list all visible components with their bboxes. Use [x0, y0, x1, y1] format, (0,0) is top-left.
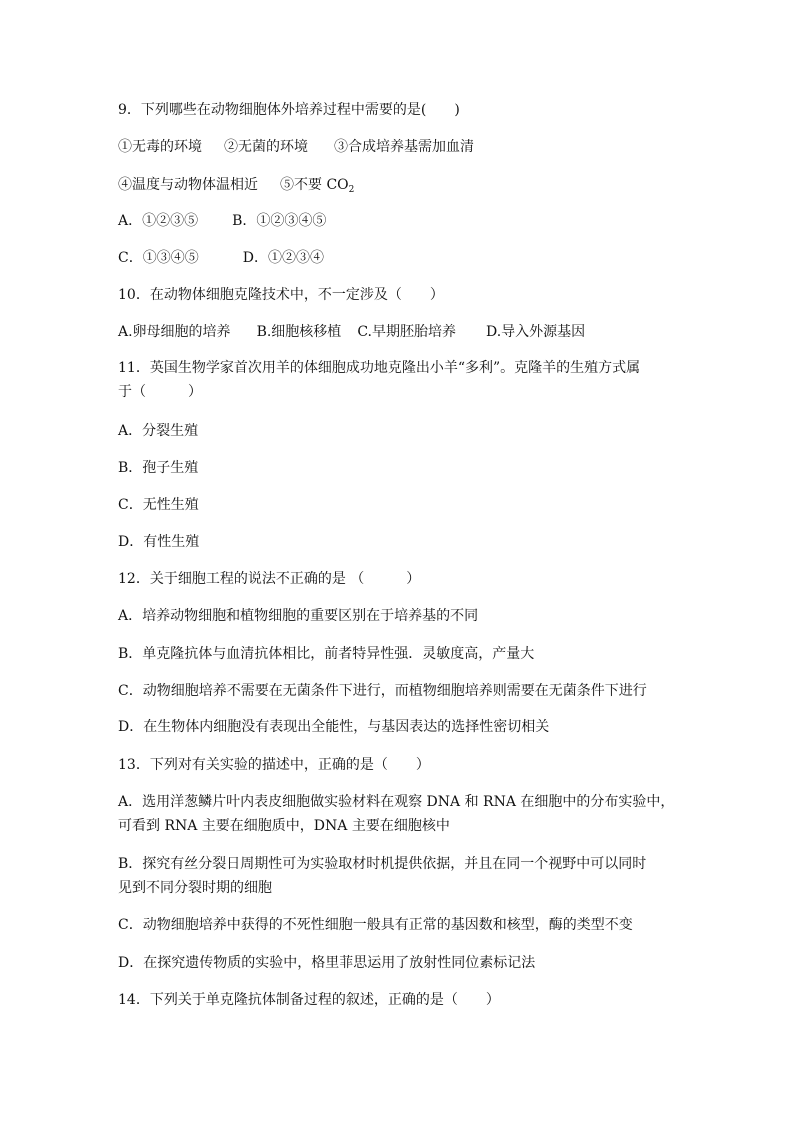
q9-items-row1: [118, 138, 474, 156]
q10-stem: 10．在动物体细胞克隆技术中，不一定涉及（ ）: [118, 287, 444, 303]
q11-stem-line1: 11．英国生物学家首次用羊的体细胞成功地克隆出小羊“多利”。克隆羊的生殖方式属: [118, 360, 641, 376]
q12-option-b: B．单克隆抗体与血清抗体相比，前者特异性强．灵敏度高，产量大: [118, 646, 535, 662]
q12-option-c: C．动物细胞培养不需要在无菌条件下进行，而植物细胞培养则需要在无菌条件下进行: [118, 683, 647, 699]
q10-option-c: C.早期胚胎培养: [357, 324, 456, 340]
q9-item-5: ⑤不要 CO: [280, 177, 349, 193]
q9-items-row2: [118, 176, 354, 199]
q9-option-c: C．①③④⑤: [118, 250, 199, 266]
q13-option-b-line2: 见到不同分裂时期的细胞: [118, 880, 272, 896]
q13-option-b-line1: B．探究有丝分裂日周期性可为实验取材时机提供依据，并且在同一个视野中可以同时: [118, 856, 647, 872]
q13-option-d: D．在探究遗传物质的实验中，格里菲思运用了放射性同位素标记法: [118, 955, 536, 971]
q11-option-a: A．分裂生殖: [118, 423, 199, 439]
q9-item-2: ②无菌的环境: [224, 139, 308, 155]
q12-option-a: A．培养动物细胞和植物细胞的重要区别在于培养基的不同: [118, 608, 479, 624]
q11-stem-line2: 于（ ）: [118, 384, 202, 400]
q9-item-3: ③合成培养基需加血清: [334, 139, 474, 155]
q9-option-a: A．①②③⑤: [118, 213, 199, 229]
q9-option-d: D．①②③④: [242, 250, 324, 266]
q11-option-b: B．孢子生殖: [118, 460, 199, 476]
q9-option-b: B．①②③④⑤: [232, 213, 327, 229]
q13-stem: 13．下列对有关实验的描述中，正确的是（ ）: [118, 757, 430, 773]
q9-item-4: ④温度与动物体温相近: [118, 177, 258, 193]
q12-stem: 12．关于细胞工程的说法不正确的是 （ ）: [118, 571, 421, 587]
q9-options-ab: [118, 212, 326, 230]
q9-item-5-subscript: 2: [348, 185, 355, 195]
q10-option-a: A.卵母细胞的培养: [118, 324, 231, 340]
q9-stem: 9．下列哪些在动物细胞体外培养过程中需要的是( ): [118, 102, 460, 118]
q9-item-1: ①无毒的环境: [118, 139, 202, 155]
q10-options: [118, 323, 585, 341]
q10-option-d: D.导入外源基因: [485, 324, 586, 340]
q12-option-d: D．在生物体内细胞没有表现出全能性，与基因表达的选择性密切相关: [118, 719, 550, 735]
q9-options-cd: [118, 249, 324, 267]
q11-option-d: D．有性生殖: [118, 534, 200, 550]
q13-option-a-line1: A．选用洋葱鳞片叶内表皮细胞做实验材料在观察 DNA 和 RNA 在细胞中的分布实验中，: [118, 794, 675, 810]
q11-option-c: C．无性生殖: [118, 497, 199, 513]
q10-option-b: B.细胞核移植: [256, 324, 342, 340]
q14-stem: 14．下列关于单克隆抗体制备过程的叙述，正确的是（ ）: [118, 992, 500, 1008]
q13-option-c: C．动物细胞培养中获得的不死性细胞一般具有正常的基因数和核型，酶的类型不变: [118, 917, 633, 933]
q13-option-a-line2: 可看到 RNA 主要在细胞质中，DNA 主要在细胞核中: [118, 818, 450, 834]
